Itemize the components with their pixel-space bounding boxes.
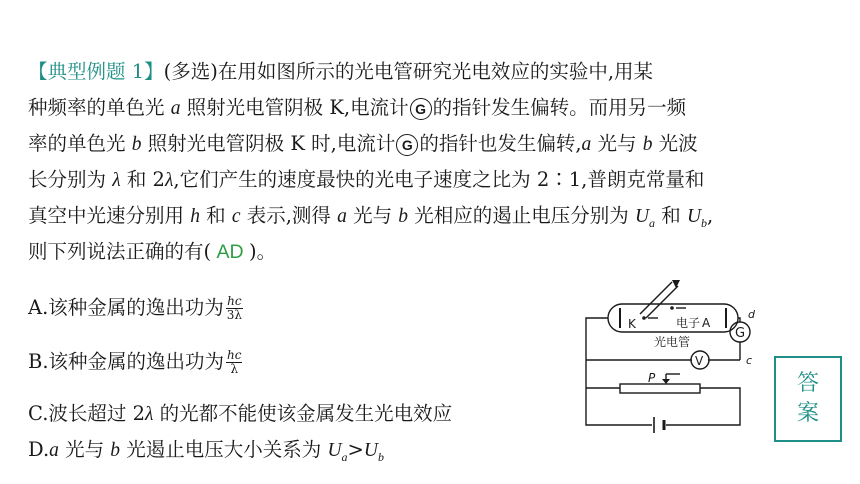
- problem-line-1: 【典型例题 1】(多选)在用如图所示的光电管研究光电效应的实验中,用某: [28, 60, 654, 83]
- circuit-diagram: [580, 280, 765, 440]
- problem-line-5: 真空中光速分别用 h 和 c 表示,测得 a 光与 b 光相应的遏止电压分别为 $U_a$ 和 $U_b$,: [28, 204, 714, 230]
- svg-text:G: G: [735, 326, 746, 341]
- node-d-label: d: [748, 308, 755, 321]
- example-tag: 【典型例题 1】: [28, 60, 164, 83]
- option-c: C.波长超过 2λ 的光都不能使该金属发生光电效应: [28, 402, 453, 425]
- option-a: A.该种金属的逸出功为 $\frac{hc}{3\lambda}$: [28, 294, 243, 322]
- node-c-label: c: [746, 354, 753, 367]
- fraction: $\frac{hc}{\lambda}$: [227, 348, 242, 376]
- galvanometer-icon: G: [410, 98, 432, 120]
- rheostat: [620, 384, 700, 393]
- fraction: $\frac{hc}{3\lambda}$: [226, 294, 243, 322]
- galvanometer-icon: G: [396, 134, 418, 156]
- answer-button[interactable]: 答 案: [774, 356, 842, 442]
- problem-line-3: 率的单色光 b 照射光电管阴极 K 时,电流计 G 的指针也发生偏转,a 光与 b 光波: [28, 132, 698, 155]
- problem-line-6: 则下列说法正确的有( AD )。: [28, 240, 277, 263]
- cathode-label: K: [628, 317, 636, 331]
- answer-text: AD: [211, 241, 250, 263]
- tube-label: 光电管: [654, 335, 691, 349]
- electron-label: 电子: [676, 316, 701, 330]
- problem-line-4: 长分别为 λ 和 2λ,它们产生的速度最快的光电子速度之比为 2∶1,普朗克常量和: [28, 168, 705, 191]
- anode-label: A: [702, 316, 711, 330]
- problem-text: [28, 54, 828, 270]
- svg-text:V: V: [695, 354, 704, 368]
- option-b: B.该种金属的逸出功为 $\frac{hc}{\lambda}$: [28, 348, 242, 376]
- option-d: D.a 光与 b 光遏止电压大小关系为 $U_a>U_b$: [28, 438, 384, 464]
- light-ray: [640, 282, 672, 314]
- problem-line-2: 种频率的单色光 a 照射光电管阴极 K,电流计 G 的指针发生偏转。而用另一频: [28, 96, 687, 119]
- slider-label: P: [648, 371, 656, 385]
